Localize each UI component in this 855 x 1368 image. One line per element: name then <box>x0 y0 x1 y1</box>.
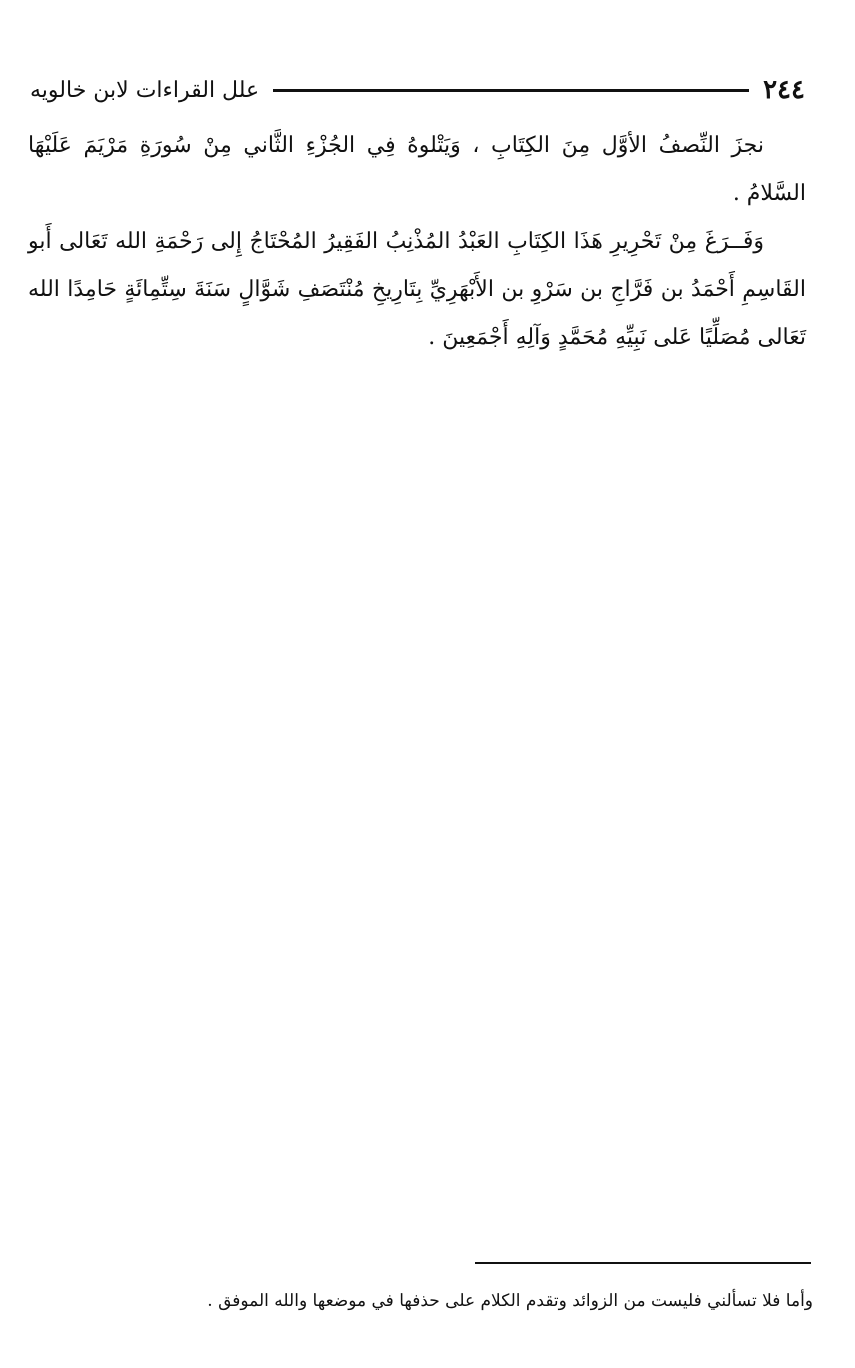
header-rule <box>273 89 749 92</box>
footnote-separator <box>475 1262 811 1264</box>
paragraph-colophon-scribe: وَفَــرَغَ مِنْ تَحْرِيرِ هَذَا الكِتَابِ العَبْدُ المُذْنِبُ الفَقِيرُ المُحْتَاجُ إِلى رَحْمَةِ الله تَعَالى أَبو القَاسِمِ أَحْمَدُ بن فَرَّاجِ بن سَرْوِ بن الأَبْهَرِيِّ بِتَارِيخِ مُنْتَصَفِ شَوَّالٍ سَنَةَ سِتِّمِائَةٍ حَامِدًا الله تَعَالى مُصَلِّيًا عَلى نَبِيِّهِ مُحَمَّدٍ وَآلِهِ أَجْمَعِينَ . <box>28 229 806 350</box>
book-title: علل القراءات لابن خالويه <box>30 77 260 103</box>
paragraph-colophon-part-end: نجزَ النِّصفُ الأوَّل مِنَ الكِتَابِ ، وَيَتْلوهُ فِي الجُزْءِ الثَّاني مِنْ سُورَةِ مَرْيَمَ عَلَيْهَا السَّلامُ . <box>28 133 806 206</box>
body-text <box>28 122 806 362</box>
page-number: ٢٤٤ <box>763 75 805 105</box>
footnote: وأما فلا تسألني فليست من الزوائد وتقدم الكلام على حذفها في موضعها والله الموفق . <box>207 1291 813 1311</box>
running-header <box>30 72 805 108</box>
